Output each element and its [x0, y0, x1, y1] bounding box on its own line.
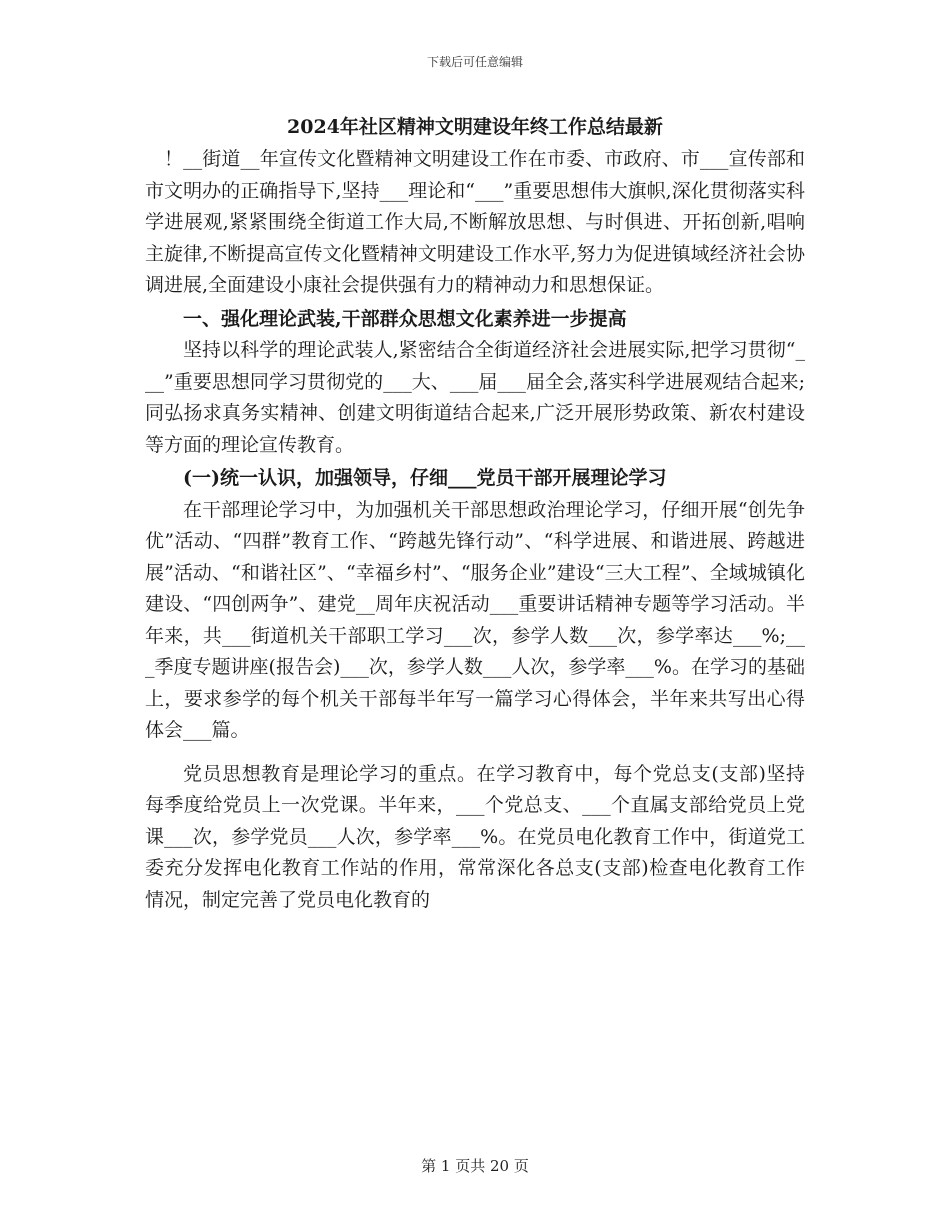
document-title: 2024年社区精神文明建设年终工作总结最新 — [287, 116, 663, 138]
subsection-1-paragraph-2: 党员思想教育是理论学习的重点。在学习教育中，每个党总支(支部)坚持每季度给党员上一次党课。半年来，___个党总支、___个直属支部给党员上党课___次，参学党员___人次，参学率___%。在党员电化教育工作中，街道党工委充分发挥电化教育工作站的作用，常常深化各总支(支部)检查电化教育工作情况，制定完善了党员电化教育的 — [145, 762, 805, 911]
section-1-heading: 一、强化理论武装,干部群众思想文化素养进一步提高 — [183, 307, 627, 330]
paragraph-gap — [145, 747, 805, 759]
page-footer: 第 1 页共 20 页 — [421, 1157, 529, 1175]
document-body — [145, 112, 805, 916]
subsection-1-heading: (一)统一认识，加强领导，仔细___党员干部开展理论学习 — [183, 467, 667, 489]
section-1-paragraph: 坚持以科学的理论武装人,紧密结合全街道经济社会进展实际,把学习贯彻“___”重要思想同学习贯彻党的___大、___届___届全会,落实科学进展观结合起来;同弘扬求真务实精神、创建文明街道结合起来,广泛开展形势政策、新农村建设等方面的理论宣传教育。 — [145, 339, 805, 456]
header-note: 下载后可任意编辑 — [426, 55, 523, 69]
subsection-1-paragraph-1: 在干部理论学习中，为加强机关干部思想政治理论学习，仔细开展“创先争优”活动、“四群”教育工作、“跨越先锋行动”、“科学进展、和谐进展、跨越进展”活动、“和谐社区”、“幸福乡村”、“服务企业”建设“三大工程”、全域城镇化建设、“四创两争”、建党__周年庆祝活动___重要讲话精神专题等学习活动。半年来，共___街道机关干部职工学习___次，参学人数___次，参学率达___%;___季度专题讲座(报告会)___次，参学人数___人次，参学率___%。在学习的基础上，要求参学的每个机关干部每半年写一篇学习心得体会，半年来共写出心得体会___篇。 — [145, 498, 805, 741]
intro-paragraph: ！__街道__年宣传文化暨精神文明建设工作在市委、市政府、市___宣传部和市文明办的正确指导下,坚持___理论和“___”重要思想伟大旗帜,深化贯彻落实科学进展观,紧紧围绕全街道工作大局,不断解放思想、与时俱进、开拓创新,唱响主旋律,不断提高宣传文化暨精神文明建设工作水平,努力为促进镇域经济社会协调进展,全面建设小康社会提供强有力的精神动力和思想保证。 — [145, 148, 805, 296]
